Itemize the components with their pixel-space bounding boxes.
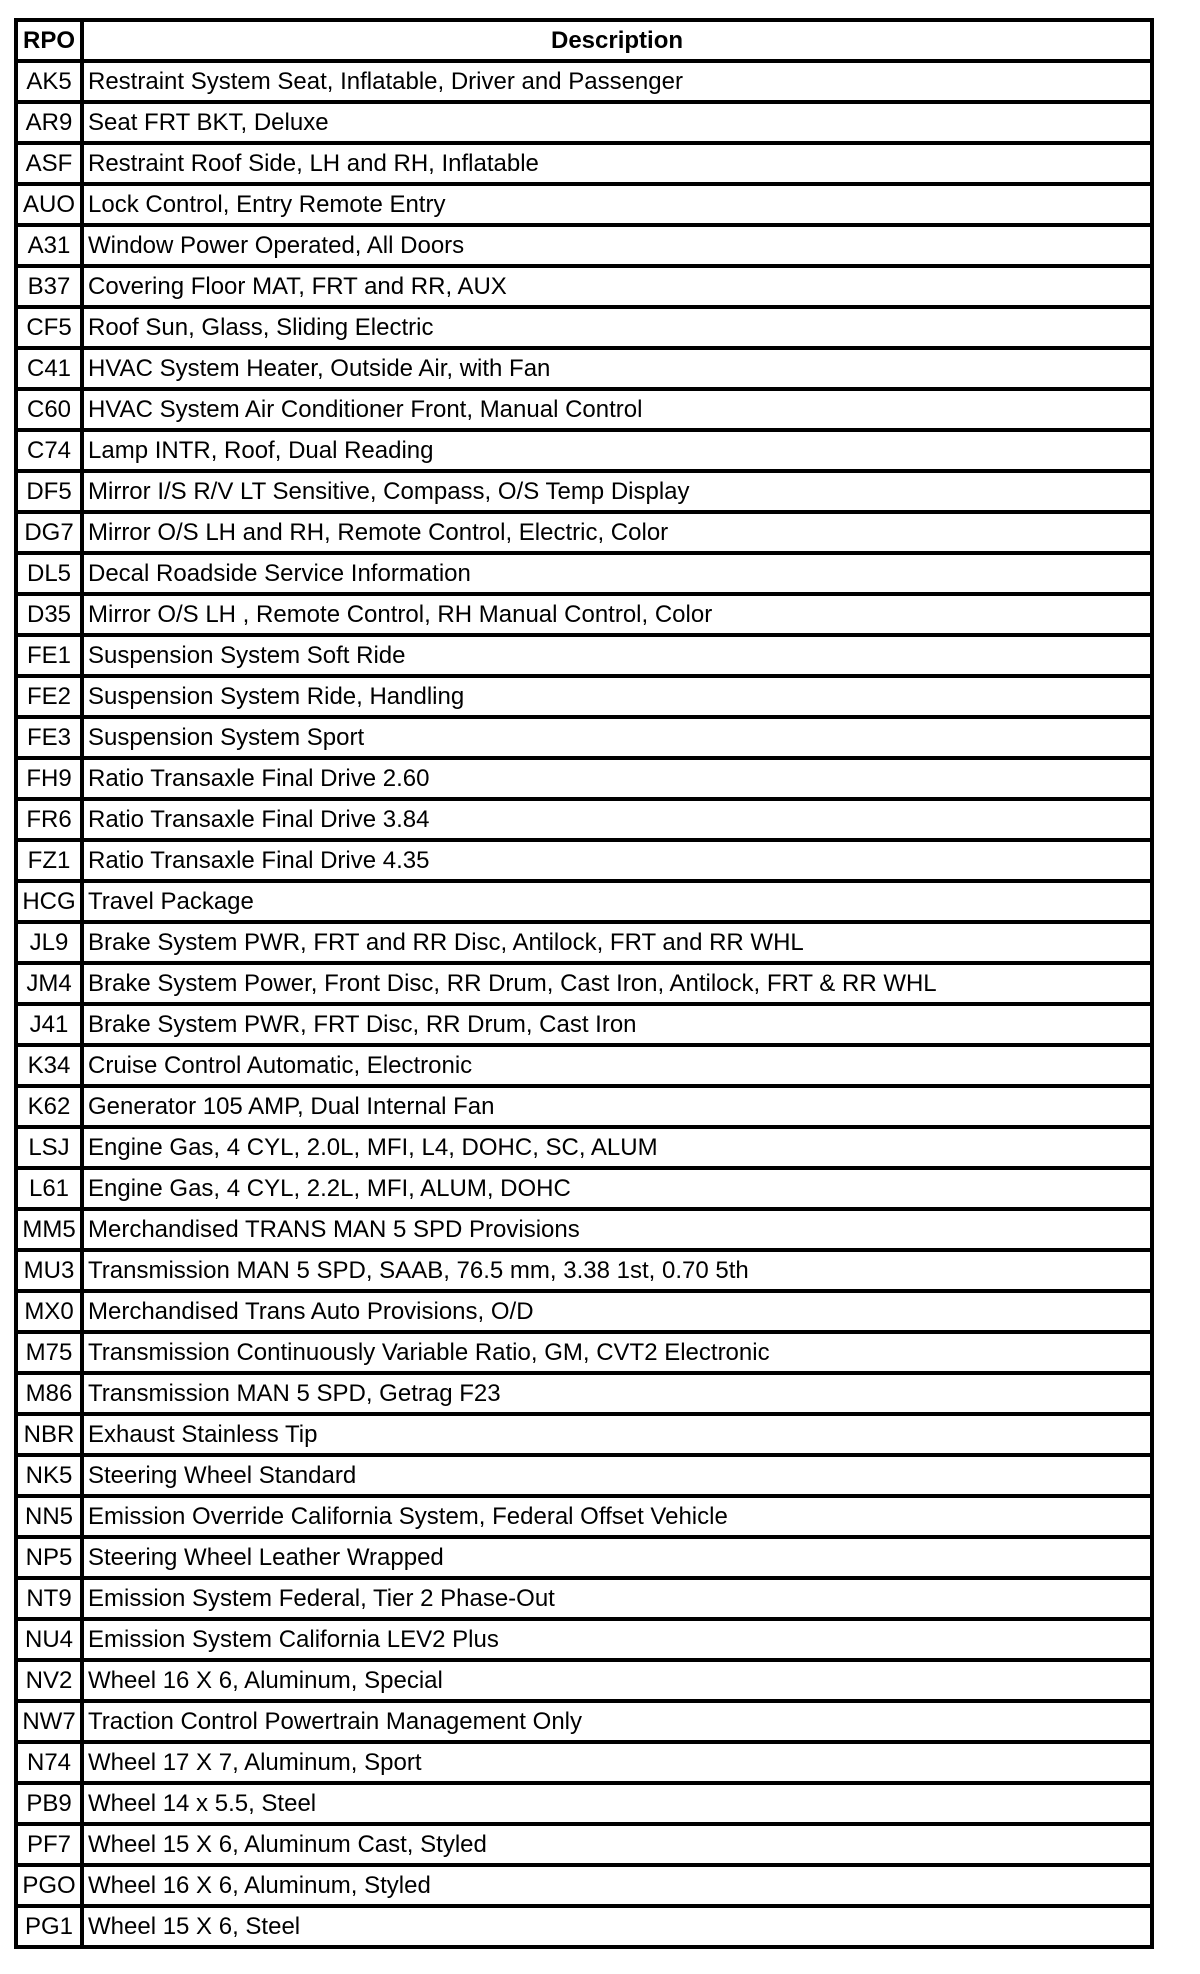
rpo-code-cell: FE1	[16, 635, 82, 676]
table-row	[16, 881, 1152, 922]
table-row	[16, 553, 1152, 594]
table-row	[16, 1865, 1152, 1906]
rpo-code-cell: AK5	[16, 61, 82, 102]
description-cell: Merchandised TRANS MAN 5 SPD Provisions	[82, 1209, 1152, 1250]
rpo-code-cell: HCG	[16, 881, 82, 922]
description-cell: Lock Control, Entry Remote Entry	[82, 184, 1152, 225]
description-cell: Restraint Roof Side, LH and RH, Inflatable	[82, 143, 1152, 184]
table-row	[16, 1332, 1152, 1373]
description-cell: Traction Control Powertrain Management Only	[82, 1701, 1152, 1742]
description-cell: Covering Floor MAT, FRT and RR, AUX	[82, 266, 1152, 307]
description-cell: Engine Gas, 4 CYL, 2.2L, MFI, ALUM, DOHC	[82, 1168, 1152, 1209]
rpo-code-cell: ASF	[16, 143, 82, 184]
table-row	[16, 61, 1152, 102]
table-row	[16, 1209, 1152, 1250]
table-row	[16, 1086, 1152, 1127]
description-cell: Steering Wheel Leather Wrapped	[82, 1537, 1152, 1578]
description-cell: Ratio Transaxle Final Drive 4.35	[82, 840, 1152, 881]
rpo-code-cell: NK5	[16, 1455, 82, 1496]
header-description: Description	[550, 27, 684, 54]
rpo-code-cell: K62	[16, 1086, 82, 1127]
description-cell: Wheel 14 x 5.5, Steel	[82, 1783, 1152, 1824]
table-row	[16, 266, 1152, 307]
description-cell: Wheel 15 X 6, Steel	[82, 1906, 1152, 1947]
rpo-code-cell: M75	[16, 1332, 82, 1373]
rpo-code-cell: C74	[16, 430, 82, 471]
description-cell: Seat FRT BKT, Deluxe	[82, 102, 1152, 143]
rpo-code-cell: JL9	[16, 922, 82, 963]
rpo-code-cell: M86	[16, 1373, 82, 1414]
rpo-code-cell: AR9	[16, 102, 82, 143]
rpo-code-cell: DF5	[16, 471, 82, 512]
rpo-code-cell: DG7	[16, 512, 82, 553]
description-cell: Mirror O/S LH , Remote Control, RH Manual Control, Color	[82, 594, 1152, 635]
rpo-code-cell: C41	[16, 348, 82, 389]
table-row	[16, 348, 1152, 389]
table-row	[16, 799, 1152, 840]
table-row	[16, 1742, 1152, 1783]
rpo-code-cell: C60	[16, 389, 82, 430]
table-row	[16, 1127, 1152, 1168]
rpo-code-cell: FH9	[16, 758, 82, 799]
rpo-code-cell: PB9	[16, 1783, 82, 1824]
table-row	[16, 840, 1152, 881]
description-cell: Transmission MAN 5 SPD, SAAB, 76.5 mm, 3.38 1st, 0.70 5th	[82, 1250, 1152, 1291]
rpo-code-cell: NP5	[16, 1537, 82, 1578]
table-row	[16, 1619, 1152, 1660]
rpo-code-cell: NBR	[16, 1414, 82, 1455]
rpo-code-cell: FE3	[16, 717, 82, 758]
table-row	[16, 963, 1152, 1004]
description-cell: Transmission Continuously Variable Ratio, GM, CVT2 Electronic	[82, 1332, 1152, 1373]
rpo-code-cell: D35	[16, 594, 82, 635]
rpo-code-cell: FE2	[16, 676, 82, 717]
description-cell: HVAC System Heater, Outside Air, with Fan	[82, 348, 1152, 389]
description-cell: Window Power Operated, All Doors	[82, 225, 1152, 266]
table-row	[16, 1783, 1152, 1824]
table-row	[16, 1373, 1152, 1414]
table-row	[16, 1455, 1152, 1496]
table-row	[16, 676, 1152, 717]
rpo-code-cell: PG1	[16, 1906, 82, 1947]
table-row	[16, 1414, 1152, 1455]
description-cell: Suspension System Ride, Handling	[82, 676, 1152, 717]
rpo-code-cell: FZ1	[16, 840, 82, 881]
rpo-code-cell: A31	[16, 225, 82, 266]
description-cell: Wheel 17 X 7, Aluminum, Sport	[82, 1742, 1152, 1783]
header-rpo: RPO	[16, 20, 82, 61]
table-row	[16, 102, 1152, 143]
table-row	[16, 1578, 1152, 1619]
description-cell: Suspension System Soft Ride	[82, 635, 1152, 676]
table-row	[16, 1906, 1152, 1947]
description-cell: Emission Override California System, Federal Offset Vehicle	[82, 1496, 1152, 1537]
description-cell: Decal Roadside Service Information	[82, 553, 1152, 594]
description-cell: Wheel 16 X 6, Aluminum, Special	[82, 1660, 1152, 1701]
rpo-code-cell: NT9	[16, 1578, 82, 1619]
description-cell: Merchandised Trans Auto Provisions, O/D	[82, 1291, 1152, 1332]
table-row	[16, 389, 1152, 430]
table-row	[16, 717, 1152, 758]
rpo-code-cell: JM4	[16, 963, 82, 1004]
table-row	[16, 758, 1152, 799]
description-cell: Cruise Control Automatic, Electronic	[82, 1045, 1152, 1086]
table-row	[16, 307, 1152, 348]
description-cell: Ratio Transaxle Final Drive 2.60	[82, 758, 1152, 799]
table-row	[16, 1004, 1152, 1045]
description-cell: Wheel 16 X 6, Aluminum, Styled	[82, 1865, 1152, 1906]
header-row	[16, 20, 1152, 61]
table-row	[16, 184, 1152, 225]
description-cell: Roof Sun, Glass, Sliding Electric	[82, 307, 1152, 348]
rpo-code-cell: CF5	[16, 307, 82, 348]
description-cell: Restraint System Seat, Inflatable, Driver and Passenger	[82, 61, 1152, 102]
rpo-code-cell: J41	[16, 1004, 82, 1045]
table-row	[16, 512, 1152, 553]
table-row	[16, 1496, 1152, 1537]
rpo-code-cell: NW7	[16, 1701, 82, 1742]
rpo-code-cell: K34	[16, 1045, 82, 1086]
rpo-code-cell: DL5	[16, 553, 82, 594]
rpo-code-cell: NV2	[16, 1660, 82, 1701]
rpo-code-cell: B37	[16, 266, 82, 307]
table-row	[16, 1291, 1152, 1332]
description-cell: Steering Wheel Standard	[82, 1455, 1152, 1496]
table-row	[16, 430, 1152, 471]
table-row	[16, 1045, 1152, 1086]
rpo-code-cell: PF7	[16, 1824, 82, 1865]
rpo-code-cell: MU3	[16, 1250, 82, 1291]
description-cell: HVAC System Air Conditioner Front, Manual Control	[82, 389, 1152, 430]
description-cell: Mirror O/S LH and RH, Remote Control, Electric, Color	[82, 512, 1152, 553]
table-row	[16, 1537, 1152, 1578]
description-cell: Emission System Federal, Tier 2 Phase-Out	[82, 1578, 1152, 1619]
rpo-code-cell: MM5	[16, 1209, 82, 1250]
table-row	[16, 1250, 1152, 1291]
description-cell: Suspension System Sport	[82, 717, 1152, 758]
table-row	[16, 471, 1152, 512]
rpo-code-cell: NU4	[16, 1619, 82, 1660]
table-row	[16, 1168, 1152, 1209]
table-row	[16, 1824, 1152, 1865]
rpo-table	[14, 18, 1154, 1949]
description-cell: Transmission MAN 5 SPD, Getrag F23	[82, 1373, 1152, 1414]
table-row	[16, 922, 1152, 963]
rpo-code-cell: AUO	[16, 184, 82, 225]
description-cell: Brake System PWR, FRT and RR Disc, Antilock, FRT and RR WHL	[82, 922, 1152, 963]
rpo-code-cell: FR6	[16, 799, 82, 840]
description-cell: Generator 105 AMP, Dual Internal Fan	[82, 1086, 1152, 1127]
rpo-code-cell: MX0	[16, 1291, 82, 1332]
description-cell: Brake System PWR, FRT Disc, RR Drum, Cast Iron	[82, 1004, 1152, 1045]
table-row	[16, 225, 1152, 266]
table-row	[16, 1701, 1152, 1742]
description-cell: Brake System Power, Front Disc, RR Drum, Cast Iron, Antilock, FRT & RR WHL	[82, 963, 1152, 1004]
table-body	[16, 61, 1152, 1947]
description-cell: Mirror I/S R/V LT Sensitive, Compass, O/S Temp Display	[82, 471, 1152, 512]
table-row	[16, 143, 1152, 184]
description-cell: Wheel 15 X 6, Aluminum Cast, Styled	[82, 1824, 1152, 1865]
rpo-code-cell: LSJ	[16, 1127, 82, 1168]
table-row	[16, 1660, 1152, 1701]
description-cell: Exhaust Stainless Tip	[82, 1414, 1152, 1455]
rpo-code-cell: PGO	[16, 1865, 82, 1906]
description-cell: Lamp INTR, Roof, Dual Reading	[82, 430, 1152, 471]
description-cell: Travel Package	[82, 881, 1152, 922]
table-row	[16, 594, 1152, 635]
rpo-code-cell: N74	[16, 1742, 82, 1783]
rpo-code-cell: NN5	[16, 1496, 82, 1537]
rpo-code-cell: L61	[16, 1168, 82, 1209]
table-row	[16, 635, 1152, 676]
description-cell: Ratio Transaxle Final Drive 3.84	[82, 799, 1152, 840]
description-cell: Emission System California LEV2 Plus	[82, 1619, 1152, 1660]
description-cell: Engine Gas, 4 CYL, 2.0L, MFI, L4, DOHC, SC, ALUM	[82, 1127, 1152, 1168]
